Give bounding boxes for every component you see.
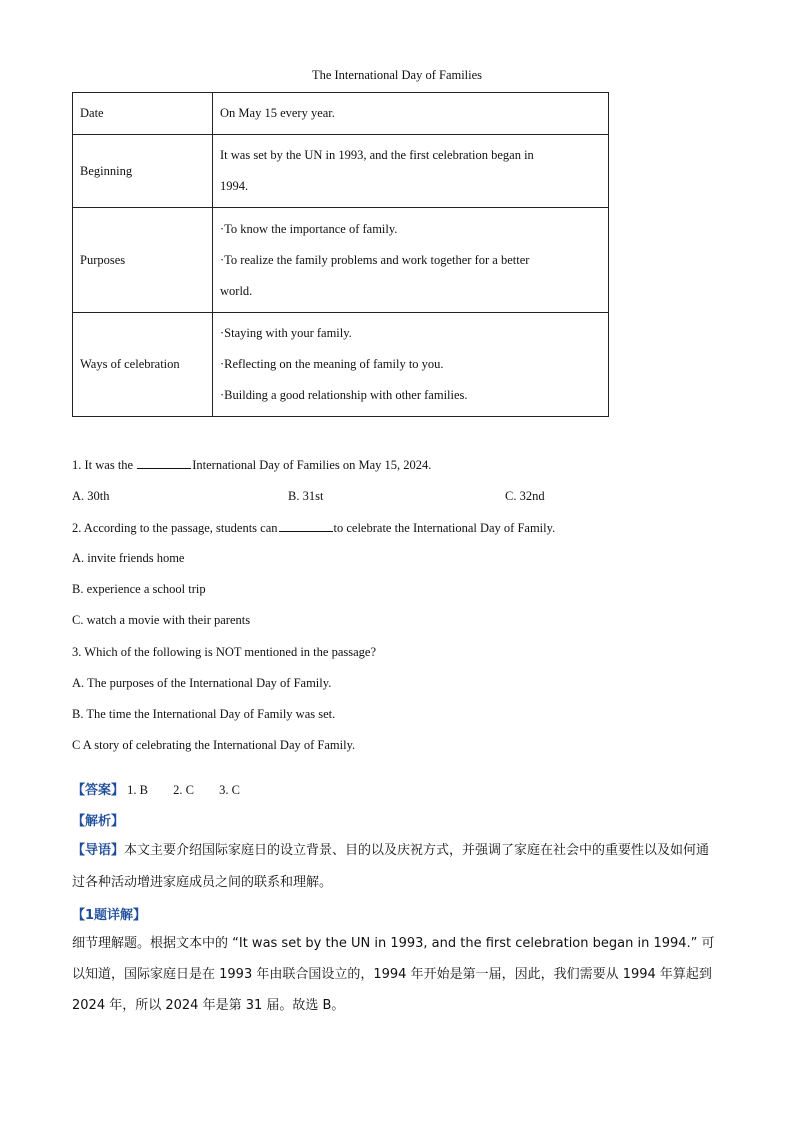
- table-row: [73, 135, 609, 208]
- row-content-date: [213, 93, 609, 135]
- question-2-suffix: to celebrate the International Day of Family.: [333, 521, 556, 535]
- row-content-purposes: [213, 208, 609, 313]
- question-1-prefix: 1. It was the: [72, 458, 134, 472]
- info-table: [72, 92, 609, 417]
- question-2-option-c: C. watch a movie with their parents: [72, 613, 251, 627]
- cell-line: ·Staying with your family.: [220, 326, 352, 340]
- detail-paragraph: 细节理解题。根据文本中的 “It was set by the UN in 1993, and the first celebration began in 1994.” 可以知道，国际家庭日是在 1993 年由联合国设立的，1994 年开始是第一届，因此，我们需要从 1994 年算起到 2024 年，所以 2024 年是第 31 届。故选 B。: [72, 936, 715, 1013]
- answer-line: [72, 779, 262, 798]
- row-label-date: Date: [73, 93, 213, 135]
- question-3-option-a: A. The purposes of the International Day of Family.: [72, 676, 332, 690]
- cell-line: world.: [220, 283, 253, 298]
- row-label-ways: Ways of celebration: [73, 313, 213, 417]
- question-1-suffix: International Day of Families on May 15, 2024.: [192, 458, 432, 472]
- cell-line: On May 15 every year.: [220, 106, 335, 120]
- answer-item: 1. B: [127, 783, 148, 797]
- cell-line: ·Reflecting on the meaning of family to you.: [220, 357, 444, 371]
- detail-heading: [72, 904, 146, 923]
- question-1-option-a: A. 30th: [72, 489, 110, 503]
- analysis-label: 【解析】: [72, 814, 125, 829]
- passage-title: The International Day of Families: [311, 68, 483, 82]
- cell-line: ·Building a good relationship with other families.: [220, 388, 468, 402]
- question-3-option-c: C A story of celebrating the International Day of Family.: [72, 738, 356, 752]
- analysis-heading: [72, 810, 124, 829]
- table-row: [73, 208, 609, 313]
- cell-line: 1994.: [220, 179, 249, 193]
- cell-line: It was set by the UN in 1993, and the first celebration began in: [220, 148, 534, 162]
- guide-paragraph: [72, 834, 722, 898]
- row-label-beginning: Beginning: [73, 135, 213, 208]
- guide-text: 本文主要介绍国际家庭日的设立背景、目的以及庆祝方式，并强调了家庭在社会中的重要性以及如何通过各种活动增进家庭成员之间的联系和理解。: [72, 843, 710, 890]
- detail-label: 【1题详解】: [72, 908, 147, 923]
- row-label-purposes: Purposes: [73, 208, 213, 313]
- answer-item: 3. C: [219, 783, 240, 797]
- cell-line: ·To realize the family problems and work together for a better: [220, 252, 530, 267]
- answer-label: 【答案】: [72, 783, 125, 798]
- question-1-option-c: C. 32nd: [505, 489, 545, 503]
- question-3-option-b: B. The time the International Day of Family was set.: [72, 707, 336, 721]
- question-2: [72, 520, 555, 536]
- answer-item: 2. C: [173, 783, 194, 797]
- row-content-beginning: [213, 135, 609, 208]
- guide-label: 【导语】: [72, 843, 125, 858]
- cell-line: ·To know the importance of family.: [220, 221, 398, 236]
- answer-blank: [137, 457, 191, 469]
- question-1-option-b: B. 31st: [288, 489, 324, 503]
- answer-blank: [279, 520, 333, 532]
- question-1: [72, 457, 431, 473]
- question-2-prefix: 2. According to the passage, students can: [72, 521, 278, 535]
- table-row: [73, 313, 609, 417]
- question-3: 3. Which of the following is NOT mentioned in the passage?: [72, 645, 376, 659]
- question-2-option-b: B. experience a school trip: [72, 582, 206, 596]
- question-2-option-a: A. invite friends home: [72, 551, 185, 565]
- row-content-ways: [213, 313, 609, 417]
- table-row: [73, 93, 609, 135]
